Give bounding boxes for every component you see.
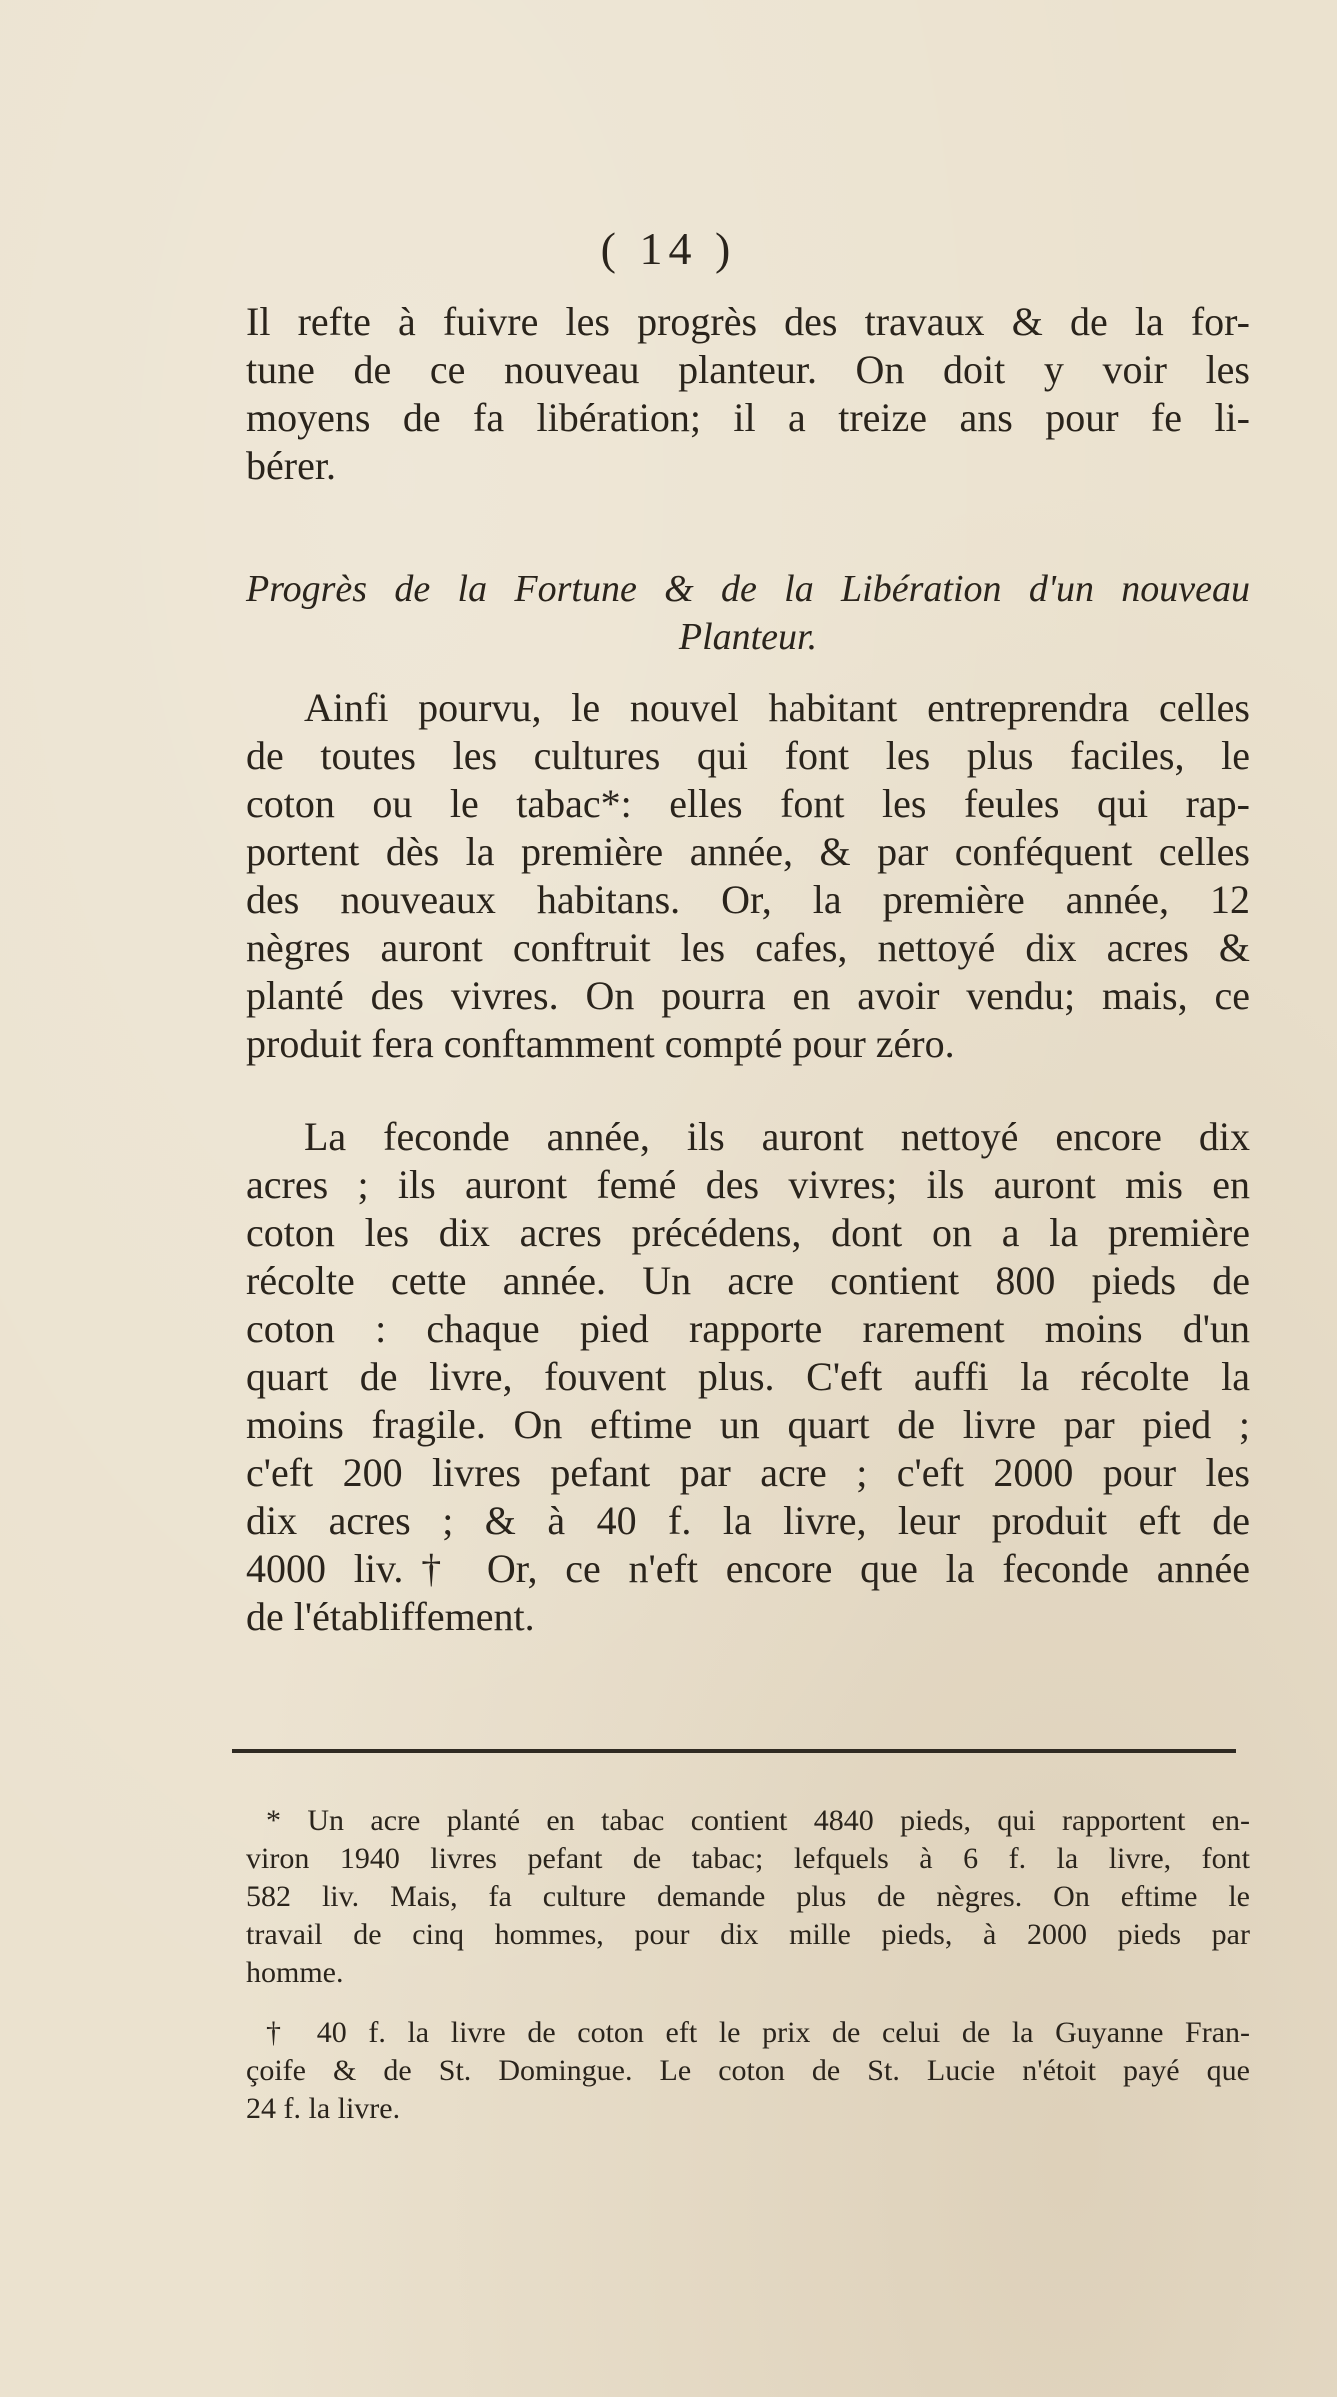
text-line: moins fragile. On eftime un quart de livre par pied ;: [246, 1402, 1250, 1447]
footnote-line: viron 1940 livres pefant de tabac; lefquels à 6 f. la livre, font: [246, 1842, 1250, 1875]
footnote-line: 582 liv. Mais, fa culture demande plus de nègres. On eftime le: [246, 1880, 1250, 1913]
text-line: bérer.: [246, 443, 336, 488]
text-line: tune de ce nouveau planteur. On doit y voir les: [246, 347, 1250, 392]
text-line: de toutes les cultures qui font les plus faciles, le: [246, 733, 1250, 778]
text-line: moyens de fa libération; il a treize ans pour fe li-: [246, 395, 1250, 440]
text-line: La feconde année, ils auront nettoyé encore dix: [304, 1114, 1250, 1159]
text-line: des nouveaux habitans. Or, la première année, 12: [246, 877, 1250, 922]
text-line: coton les dix acres précédens, dont on a la première: [246, 1210, 1250, 1255]
heading-line: Planteur.: [678, 616, 818, 658]
text-line: récolte cette année. Un acre contient 800 pieds de: [246, 1258, 1250, 1303]
footnote-line: travail de cinq hommes, pour dix mille pieds, à 2000 pieds par: [246, 1918, 1250, 1951]
text-line: 4000 liv.† Or, ce n'eft encore que la feconde année: [246, 1546, 1250, 1591]
footnote-line: homme.: [246, 1956, 344, 1989]
text-line: nègres auront conftruit les cafes, nettoyé dix acres &: [246, 925, 1250, 970]
footnote-line: † 40 f. la livre de coton eft le prix de celui de la Guyanne Fran-: [266, 2016, 1250, 2049]
footnote-divider: [232, 1749, 1236, 1753]
text-line: c'eft 200 livres pefant par acre ; c'eft 2000 pour les: [246, 1450, 1250, 1495]
text-line: Ainfi pourvu, le nouvel habitant entreprendra celles: [304, 685, 1250, 730]
footnote-line: 24 f. la livre.: [246, 2092, 401, 2125]
footnote-2: [246, 2014, 1250, 2128]
text-line: quart de livre, fouvent plus. C'eft auffi la récolte la: [246, 1354, 1250, 1399]
text-line: Il refte à fuivre les progrès des travaux & de la for-: [246, 299, 1250, 344]
text-line: planté des vivres. On pourra en avoir vendu; mais, ce: [246, 973, 1250, 1018]
paragraph-3: [246, 1113, 1250, 1641]
paragraph-2: [246, 684, 1250, 1068]
text-line: produit fera conftamment compté pour zéro.: [246, 1021, 955, 1066]
section-heading: [246, 565, 1250, 661]
paragraph-1: [246, 298, 1250, 490]
text-line: dix acres ; & à 40 f. la livre, leur produit eft de: [246, 1498, 1250, 1543]
footnote-line: çoife & de St. Domingue. Le coton de St. Lucie n'étoit payé que: [246, 2054, 1250, 2087]
footnote-line: * Un acre planté en tabac contient 4840 pieds, qui rapportent en-: [266, 1804, 1250, 1837]
text-line: acres ; ils auront femé des vivres; ils auront mis en: [246, 1162, 1250, 1207]
footnote-1: [246, 1802, 1250, 1992]
heading-line: Progrès de la Fortune & de la Libération d'un nouveau: [246, 568, 1250, 610]
text-line: de l'établiffement.: [246, 1594, 535, 1639]
text-line: coton : chaque pied rapporte rarement moins d'un: [246, 1306, 1250, 1351]
page-number: ( 14 ): [600, 223, 737, 274]
text-line: portent dès la première année, & par conféquent celles: [246, 829, 1250, 874]
text-line: coton ou le tabac*: elles font les feules qui rap-: [246, 781, 1250, 826]
